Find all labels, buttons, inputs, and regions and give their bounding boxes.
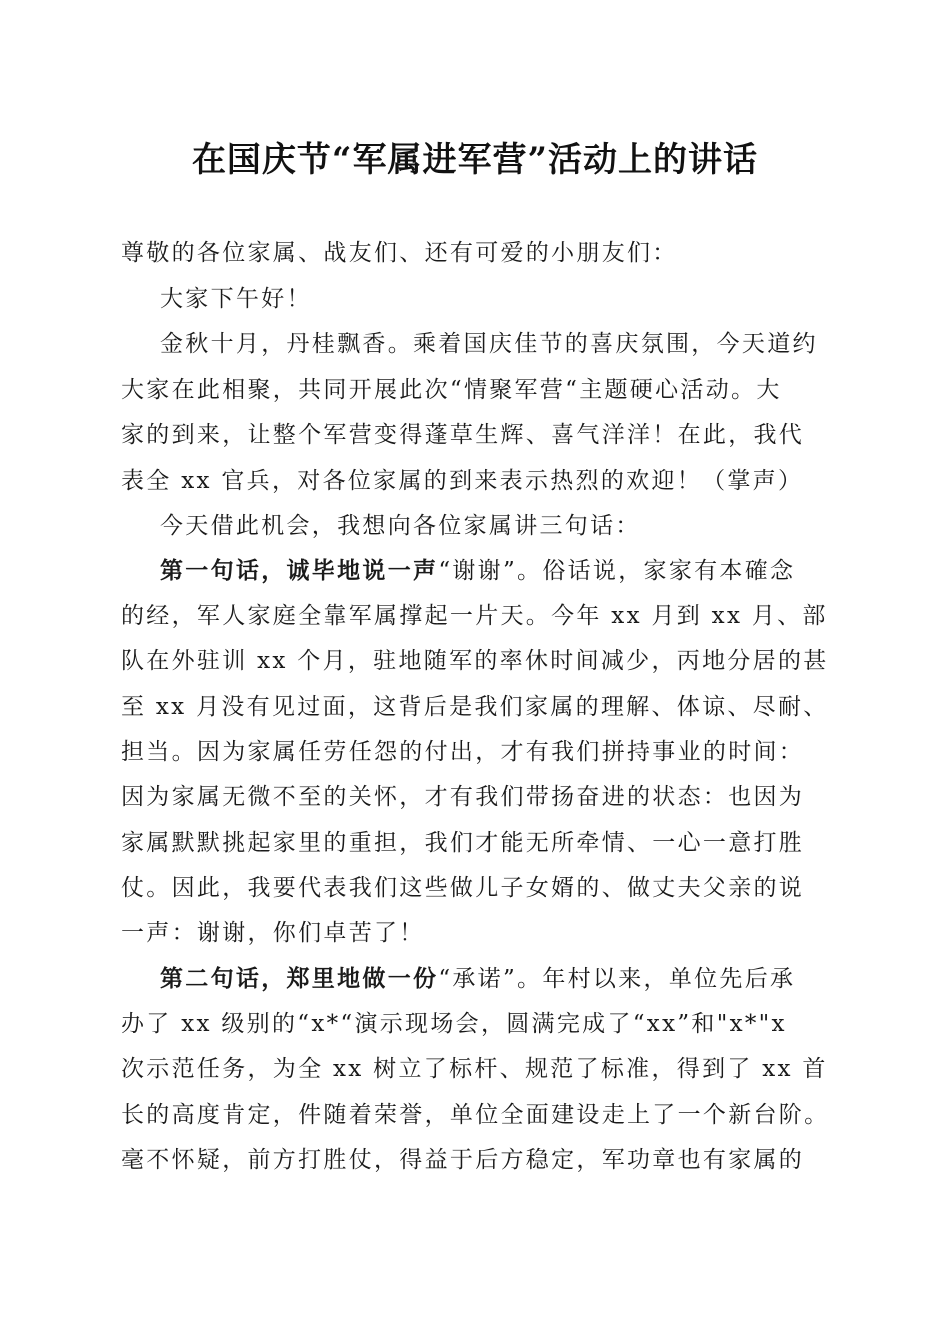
paragraph-line: 家属默默挑起家里的重担，我们才能无所牵情、一心一意打胜 xyxy=(121,830,805,856)
paragraph-line xyxy=(160,556,880,586)
paragraph-line: 大家在此相聚，共同开展此次“情聚军营“主题硬心活动。大 xyxy=(121,377,782,403)
paragraph-line: 金秋十月，丹桂飘香。乘着国庆佳节的喜庆氛围，今天道约 xyxy=(160,331,818,357)
paragraph-text: “谢谢”。俗话说，家家有本確念 xyxy=(438,558,796,584)
paragraph-line: 队在外驻训 xx 个月，驻地随军的率休时间减少，丙地分居的甚 xyxy=(121,648,829,674)
paragraph-line: 一声：谢谢，你们卓苦了！ xyxy=(121,920,425,946)
point-two-heading: 第二句话，郑里地做一份 xyxy=(160,965,439,992)
paragraph-line: 次示范任务，为全 xx 树立了标杆、规范了标准，得到了 xx 首 xyxy=(121,1056,828,1082)
paragraph-line xyxy=(160,964,880,994)
paragraph-line: 毫不怀疑，前方打胜仗，得益于后方稳定，军功章也有家属的 xyxy=(121,1147,805,1173)
paragraph-line: 因为家属无微不至的关怀，才有我们带扬奋进的状态：也因为 xyxy=(121,784,805,810)
document-title: 在国庆节“军属进军营”活动上的讲话 xyxy=(191,140,759,180)
paragraph-text: “承诺”。年村以来，单位先后承 xyxy=(438,966,796,992)
paragraph-line: 的经，军人家庭全靠军属撑起一片天。今年 xx 月到 xx 月、部 xyxy=(121,603,828,629)
paragraph-line: 家的到来，让整个军营变得蓬草生辉、喜气洋洋！在此，我代 xyxy=(121,422,805,448)
salutation: 尊敬的各位家属、战友们、还有可爱的小朋友们： xyxy=(121,240,678,266)
paragraph-line: 担当。因为家属任劳任怨的付出，才有我们拼持事业的时间： xyxy=(121,739,805,765)
paragraph-line: 表全 xx 官兵，对各位家属的到来表示热烈的欢迎！（掌声） xyxy=(121,468,804,494)
paragraph-line: 长的高度肯定，件随着荣誉，单位全面建设走上了一个新台阶。 xyxy=(121,1102,830,1128)
paragraph-line: 办了 xx 级别的“x*“演示现场会，圆满完成了“xx”和"x*"x xyxy=(121,1011,787,1037)
greeting: 大家下午好！ xyxy=(160,286,312,312)
paragraph-line: 至 xx 月没有见过面，这背后是我们家属的理解、体谅、尽耐、 xyxy=(121,694,829,720)
paragraph-line: 今天借此机会，我想向各位家属讲三句话： xyxy=(160,513,641,539)
paragraph-line: 仗。因此，我要代表我们这些做儿子女婿的、做丈夫父亲的说 xyxy=(121,875,805,901)
point-one-heading: 第一句话，诚毕地说一声 xyxy=(160,557,439,584)
